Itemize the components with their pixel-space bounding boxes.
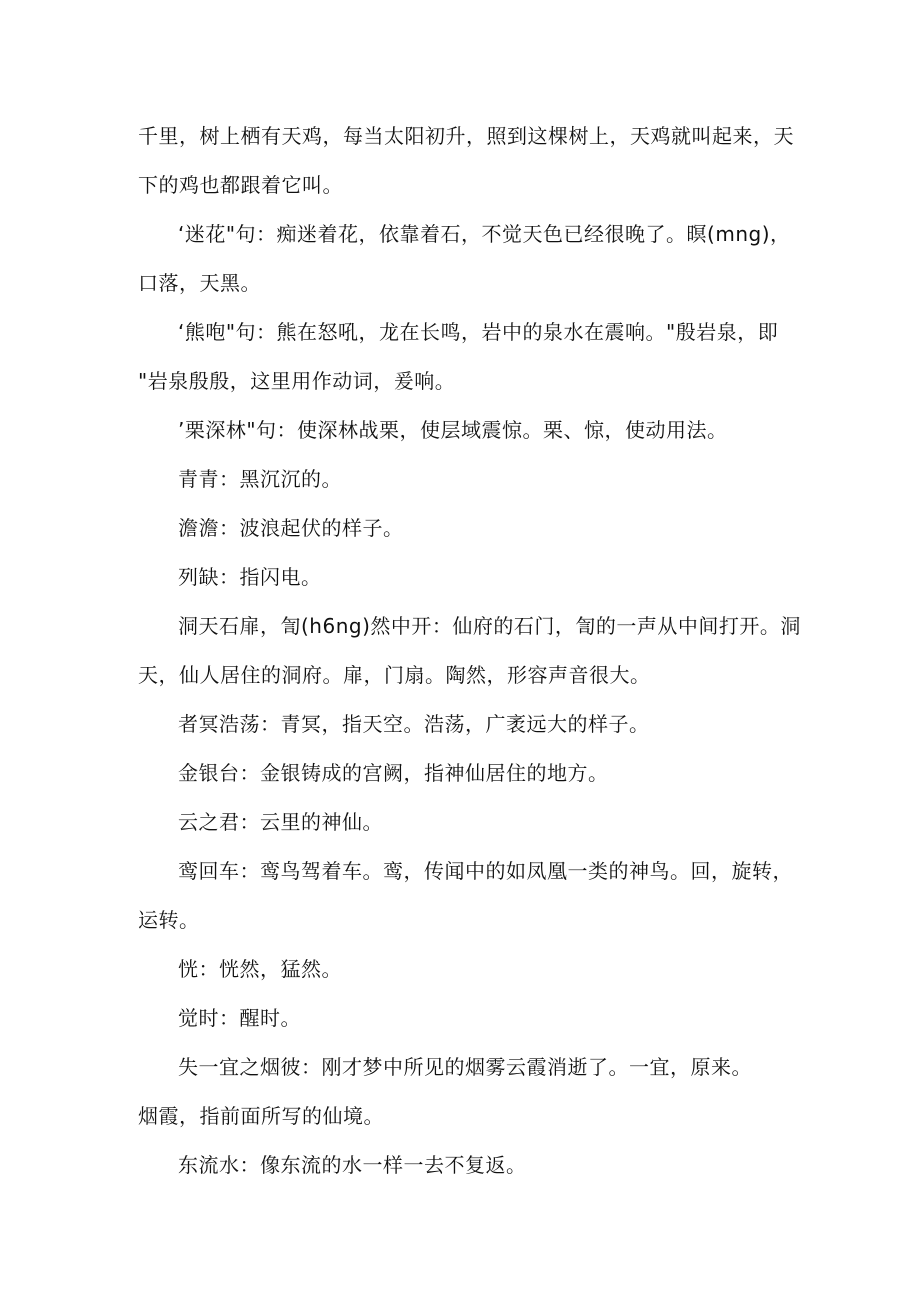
annotation-luanhuiche: 鸾回车：鸾鸟驾着车。鸾，传闻中的如凤凰一类的神鸟。回，旋转， <box>178 859 793 883</box>
annotation-huang: 恍：恍然，猛然。 <box>178 957 342 981</box>
text-line-continuation: 千里，树上栖有天鸡，每当太阳初升，照到这棵树上，天鸡就叫起来，天 <box>138 124 794 148</box>
annotation-dongtian: 洞天石扉，訇(h6ng)然中开：仙府的石门，訇的一声从中间打开。洞 <box>178 614 801 638</box>
text-line: "岩泉殷殷，这里用作动词，爰响。 <box>138 369 456 393</box>
annotation-liequei: 列缺：指闪电。 <box>178 565 322 589</box>
annotation-yunzhijun: 云之君：云里的神仙。 <box>178 810 383 834</box>
annotation-jueshi: 觉时：醒时。 <box>178 1006 301 1030</box>
annotation-qingqing: 青青：黑沉沉的。 <box>178 467 342 491</box>
annotation-shiyixiang: 失一宜之烟彼：刚才梦中所见的烟雾云霞消逝了。一宜，原来。 <box>178 1055 752 1079</box>
annotation-mihua: ‘迷花"句：痴迷着花，依靠着石，不觉天色已经很晚了。暝(mng)， <box>178 222 791 246</box>
annotation-dandan: 澹澹：波浪起伏的样子。 <box>178 516 404 540</box>
text-line: 下的鸡也都跟着它叫。 <box>138 173 343 197</box>
annotation-lishenlin: ’栗深林"句：使深林战栗，使层域震惊。栗、惊，使动用法。 <box>178 418 728 442</box>
text-line: 口落，天黑。 <box>138 271 261 295</box>
annotation-jinyintai: 金银台：金银铸成的宫阙，指神仙居住的地方。 <box>178 761 609 785</box>
annotation-xiongpao: ‘熊咆"句：熊在怒吼，龙在长鸣，岩中的泉水在震响。"殷岩泉，即 <box>178 320 779 344</box>
text-line: 烟霞，指前面所写的仙境。 <box>138 1104 384 1128</box>
text-line: 天，仙人居住的洞府。扉，门扇。陶然，形容声音很大。 <box>138 663 651 687</box>
annotation-dongliushui: 东流水：像东流的水一样一去不复返。 <box>178 1153 527 1177</box>
text-line: 运转。 <box>138 908 200 932</box>
annotation-qingming: 者冥浩荡：青冥，指天空。浩荡，广袤远大的样子。 <box>178 712 650 736</box>
